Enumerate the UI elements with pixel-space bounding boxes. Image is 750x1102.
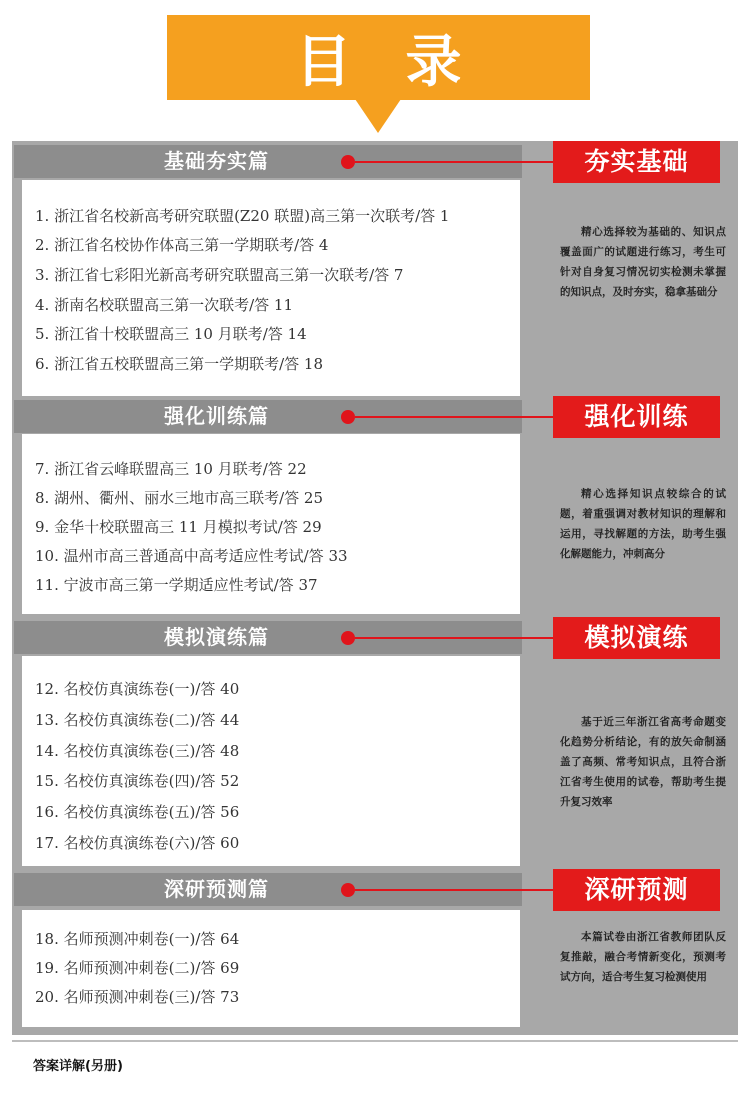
list-item[interactable]: 9. 金华十校联盟高三 11 月模拟考试/答 29 xyxy=(35,518,322,536)
section-marker-dot xyxy=(341,410,355,424)
section-title: 基础夯实篇 xyxy=(164,149,269,173)
section-list-strengthen xyxy=(22,434,520,614)
list-item[interactable]: 2. 浙江省名校协作体高三第一学期联考/答 4 xyxy=(35,236,329,254)
section-connector-line xyxy=(355,161,553,163)
section-connector-line xyxy=(355,889,553,891)
list-item[interactable]: 6. 浙江省五校联盟高三第一学期联考/答 18 xyxy=(35,355,323,373)
section-description: 基于近三年浙江省高考命题变化趋势分析结论，有的放矢命制涵盖了高频、常考知识点，且符合浙江省考生使用的试卷，帮助考生提升复习效率 xyxy=(560,716,726,808)
page-title: 目录 xyxy=(295,29,516,95)
section-title: 强化训练篇 xyxy=(164,404,269,428)
footer-divider xyxy=(12,1040,738,1042)
section-tag: 模拟演练 xyxy=(553,617,720,659)
section-list-simulate xyxy=(22,656,520,866)
list-item[interactable]: 11. 宁波市高三第一学期适应性考试/答 37 xyxy=(35,576,318,594)
section-tag: 强化训练 xyxy=(553,396,720,438)
list-item[interactable]: 19. 名师预测冲刺卷(二)/答 69 xyxy=(35,959,240,977)
list-item[interactable]: 18. 名师预测冲刺卷(一)/答 64 xyxy=(35,930,240,948)
section-title: 深研预测篇 xyxy=(164,877,269,901)
section-connector-line xyxy=(355,637,553,639)
list-item[interactable]: 20. 名师预测冲刺卷(三)/答 73 xyxy=(35,988,240,1006)
list-item[interactable]: 17. 名校仿真演练卷(六)/答 60 xyxy=(35,834,240,852)
section-marker-dot xyxy=(341,155,355,169)
list-item[interactable]: 16. 名校仿真演练卷(五)/答 56 xyxy=(35,803,240,821)
section-title: 模拟演练篇 xyxy=(164,625,269,649)
list-item[interactable]: 5. 浙江省十校联盟高三 10 月联考/答 14 xyxy=(35,325,307,343)
section-marker-dot xyxy=(341,883,355,897)
list-item[interactable]: 8. 湖州、衢州、丽水三地市高三联考/答 25 xyxy=(35,489,323,507)
section-tag: 深研预测 xyxy=(553,869,720,911)
section-connector-line xyxy=(355,416,553,418)
section-list-basic xyxy=(22,180,520,396)
list-item[interactable]: 15. 名校仿真演练卷(四)/答 52 xyxy=(35,772,240,790)
list-item[interactable]: 1. 浙江省名校新高考研究联盟(Z20 联盟)高三第一次联考/答 1 xyxy=(35,207,450,225)
section-description: 本篇试卷由浙江省教师团队反复推敲，融合考情新变化，预测考试方向，适合考生复习检测使用 xyxy=(560,931,726,983)
list-item[interactable]: 7. 浙江省云峰联盟高三 10 月联考/答 22 xyxy=(35,460,307,478)
section-tag: 夯实基础 xyxy=(553,141,720,183)
list-item[interactable]: 10. 温州市高三普通高中高考适应性考试/答 33 xyxy=(35,547,348,565)
section-description: 精心选择较为基础的、知识点覆盖面广的试题进行练习，考生可针对自身复习情况切实检测未掌握的知识点，及时夯实，稳拿基础分 xyxy=(560,226,726,298)
list-item[interactable]: 13. 名校仿真演练卷(二)/答 44 xyxy=(35,711,240,729)
section-marker-dot xyxy=(341,631,355,645)
title-banner-arrow xyxy=(355,99,401,133)
list-item[interactable]: 3. 浙江省七彩阳光新高考研究联盟高三第一次联考/答 7 xyxy=(35,266,404,284)
section-list-predict xyxy=(22,910,520,1027)
list-item[interactable]: 4. 浙南名校联盟高三第一次联考/答 11 xyxy=(35,296,293,314)
list-item[interactable]: 12. 名校仿真演练卷(一)/答 40 xyxy=(35,680,240,698)
footer-note: 答案详解(另册) xyxy=(33,1059,123,1074)
section-description: 精心选择知识点较综合的试题，着重强调对教材知识的理解和运用，寻找解题的方法，助考生强化解题能力，冲刺高分 xyxy=(560,488,726,560)
list-item[interactable]: 14. 名校仿真演练卷(三)/答 48 xyxy=(35,742,240,760)
